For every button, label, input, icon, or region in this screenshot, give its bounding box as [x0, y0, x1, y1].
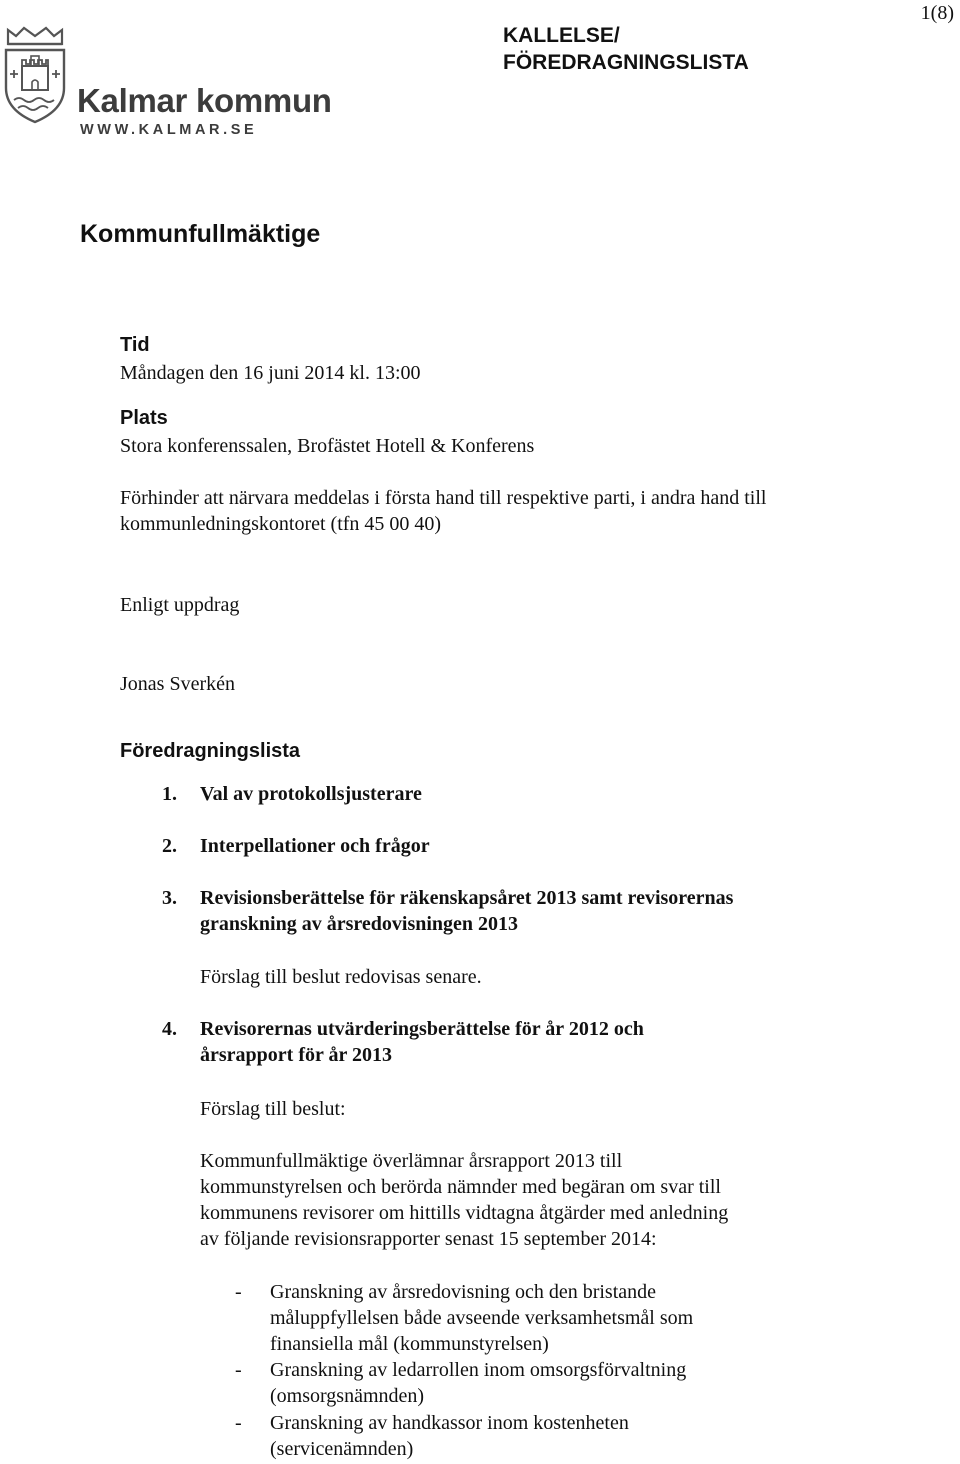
kalmar-kommun-logo [2, 26, 332, 138]
agenda-item-note: Förslag till beslut redovisas senare. [200, 966, 482, 988]
absence-notice: Förhinder att närvara meddelas i första hand till respektive parti, i andra hand till kommunledningskontoret (tfn 45 00 40) [120, 487, 767, 535]
committee-title: Kommunfullmäktige [80, 220, 321, 248]
document-type [503, 22, 749, 76]
signer-name: Jonas Sverkén [120, 673, 235, 695]
proposal-text: Kommunfullmäktige överlämnar årsrapport 2013 till kommunstyrelsen och berörda nämnder med begäran om svar till kommunens revisorer om hittills vidtagna åtgärder med anledning av följande revisionsrapporter senast 15 september 2014: [200, 1150, 729, 1250]
place-text: Stora konferenssalen, Brofästet Hotell & Konferens [120, 435, 535, 457]
proposal-heading: Förslag till beslut: [200, 1098, 346, 1120]
agenda-item-number: 4. [162, 1018, 177, 1040]
agenda-item-number: 2. [162, 835, 177, 857]
time-text: Måndagen den 16 juni 2014 kl. 13:00 [120, 362, 421, 384]
time-heading: Tid [120, 334, 150, 356]
logo-website: WWW.KALMAR.SE [80, 122, 258, 138]
list-bullet: - [235, 1359, 242, 1381]
agenda-item-title: Revisorernas utvärderingsberättelse för år 2012 och årsrapport för år 2013 [200, 1018, 644, 1066]
page-number: 1(8) [920, 2, 954, 24]
assignment-text: Enligt uppdrag [120, 594, 240, 616]
coat-of-arms-icon [2, 26, 68, 126]
list-item: Granskning av ledarrollen inom omsorgsförvaltning (omsorgsnämnden) [270, 1359, 687, 1407]
list-item: Granskning av handkassor inom kostenheten (servicenämnden) [270, 1412, 629, 1460]
document-type-line-1: KALLELSE/ [503, 24, 620, 47]
agenda-item-title: Revisionsberättelse för räkenskapsåret 2013 samt revisorernas granskning av årsredovisningen 2013 [200, 887, 734, 935]
agenda-item-title: Interpellationer och frågor [200, 835, 430, 857]
place-heading: Plats [120, 407, 168, 429]
list-bullet: - [235, 1281, 242, 1303]
agenda-heading: Föredragningslista [120, 740, 301, 762]
list-bullet: - [235, 1412, 242, 1434]
logo-wordmark: Kalmar kommun [77, 82, 332, 119]
document-type-line-2: FÖREDRAGNINGSLISTA [503, 51, 749, 74]
agenda-item-title: Val av protokollsjusterare [200, 783, 422, 805]
list-item: Granskning av årsredovisning och den bristande måluppfyllelsen både avseende verksamhetsmål som finansiella mål (kommunstyrelsen) [270, 1281, 694, 1355]
agenda-item-number: 3. [162, 887, 177, 909]
agenda-item-number: 1. [162, 783, 177, 805]
